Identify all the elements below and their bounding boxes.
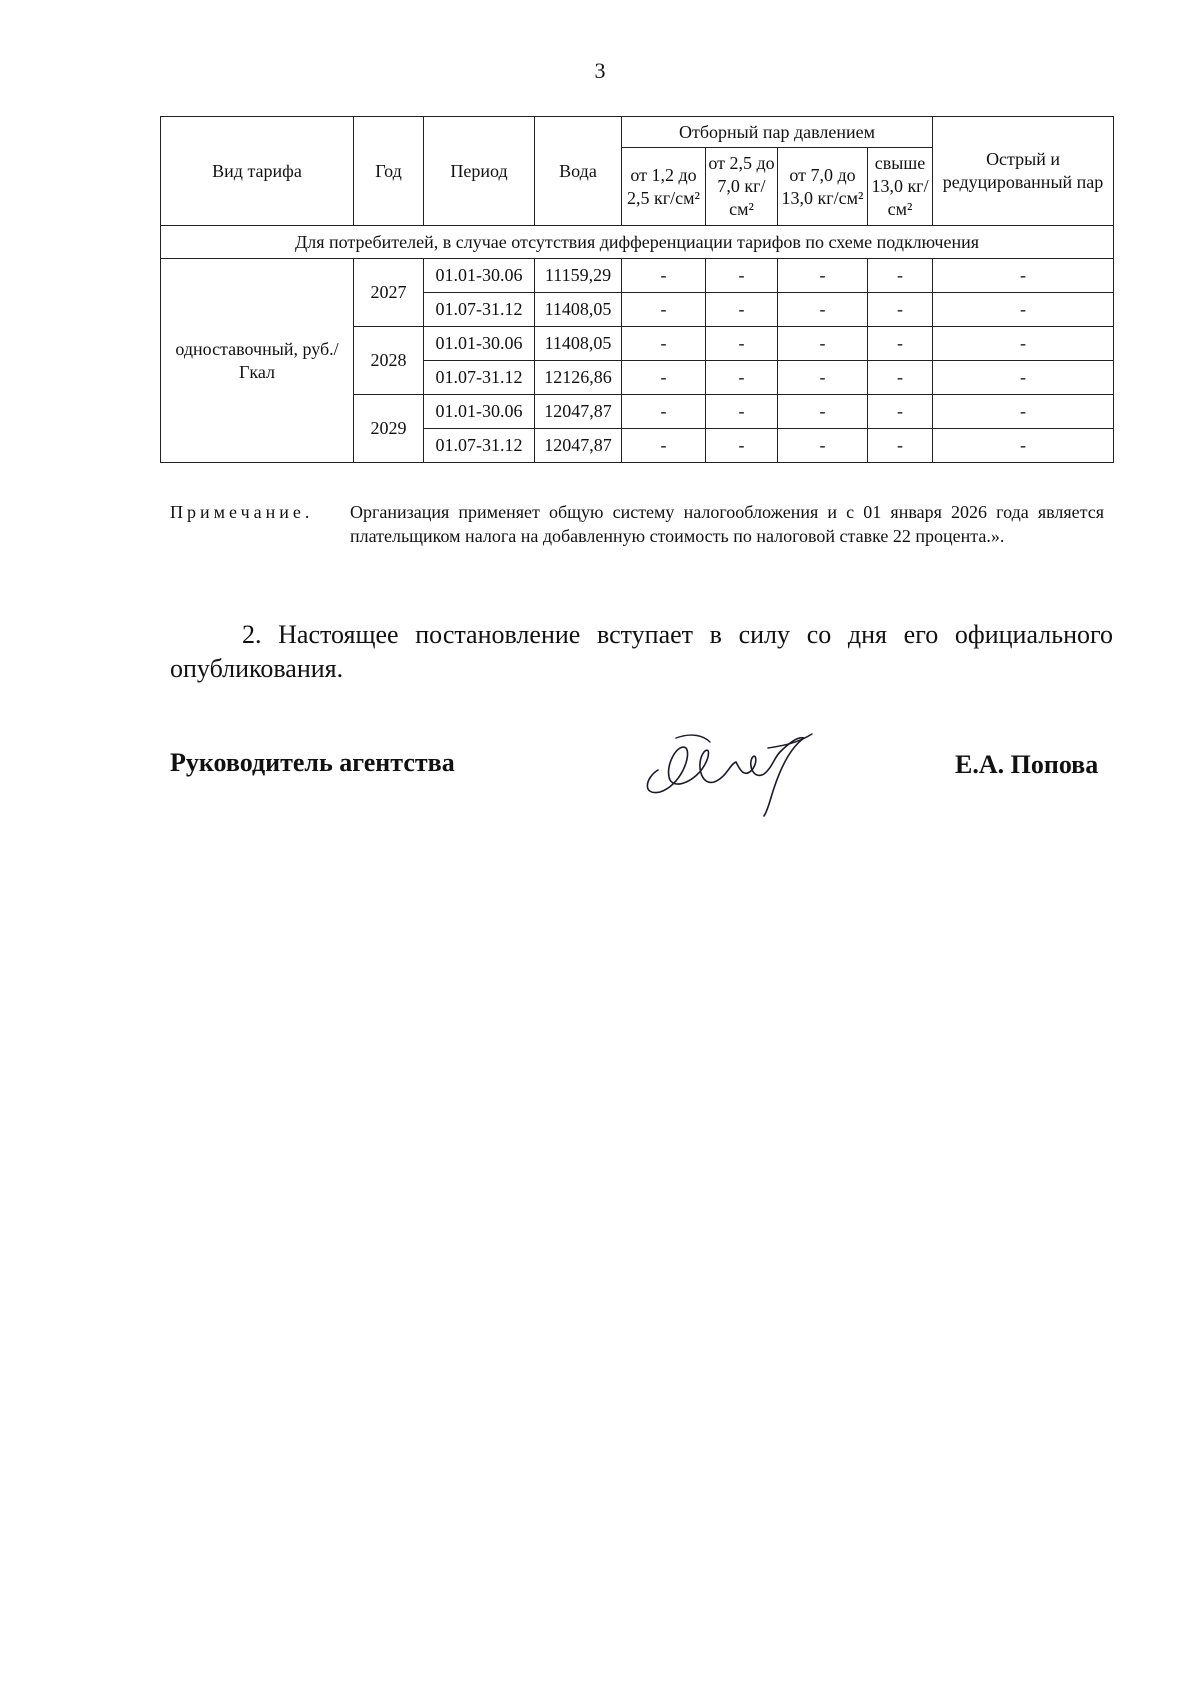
period-cell: 01.07-31.12 — [424, 429, 535, 463]
water-cell: 12047,87 — [535, 395, 622, 429]
steam-cell: - — [868, 429, 933, 463]
tariff-table — [160, 116, 1114, 463]
sharp-cell: - — [933, 293, 1114, 327]
steam-cell: - — [868, 259, 933, 293]
year-cell: 2028 — [354, 327, 424, 395]
steam-cell: - — [868, 327, 933, 361]
table-row — [161, 259, 1114, 293]
year-cell: 2027 — [354, 259, 424, 327]
note-label: Примечание. — [170, 502, 314, 522]
paragraph-2: 2. Настоящее постановление вступает в силу со дня его официального опубликования. — [170, 620, 1113, 683]
sharp-cell: - — [933, 259, 1114, 293]
header-water: Вода — [535, 117, 622, 226]
header-steam-col: от 2,5 до 7,0 кг/см² — [706, 148, 778, 226]
header-steam-col: от 1,2 до 2,5 кг/см² — [622, 148, 706, 226]
water-cell: 11408,05 — [535, 293, 622, 327]
page-number: 3 — [594, 58, 606, 83]
steam-cell: - — [706, 259, 778, 293]
water-cell: 12047,87 — [535, 429, 622, 463]
header-period: Период — [424, 117, 535, 226]
signature-image — [640, 708, 830, 818]
steam-cell: - — [778, 395, 868, 429]
steam-cell: - — [706, 361, 778, 395]
header-steam-group: Отборный пар давлением — [622, 117, 933, 148]
steam-cell: - — [778, 429, 868, 463]
water-cell: 11408,05 — [535, 327, 622, 361]
water-cell: 12126,86 — [535, 361, 622, 395]
header-year: Год — [354, 117, 424, 226]
steam-cell: - — [622, 361, 706, 395]
period-cell: 01.01-30.06 — [424, 259, 535, 293]
steam-cell: - — [868, 293, 933, 327]
section-title: Для потребителей, в случае отсутствия дифференциации тарифов по схеме подключения — [161, 226, 1114, 259]
note-text: Организация применяет общую систему налогообложения и с 01 января 2026 года является плательщиком налога на добавленную стоимость по налоговой ставке 22 процента.». — [350, 502, 1104, 546]
steam-cell: - — [778, 327, 868, 361]
steam-cell: - — [706, 293, 778, 327]
sharp-cell: - — [933, 327, 1114, 361]
sharp-cell: - — [933, 395, 1114, 429]
period-cell: 01.01-30.06 — [424, 395, 535, 429]
steam-cell: - — [706, 395, 778, 429]
steam-cell: - — [868, 395, 933, 429]
steam-cell: - — [622, 327, 706, 361]
header-sharp-steam: Острый и редуцированный пар — [933, 117, 1114, 226]
steam-cell: - — [706, 429, 778, 463]
steam-cell: - — [622, 293, 706, 327]
steam-cell: - — [868, 361, 933, 395]
header-steam-col: от 7,0 до 13,0 кг/см² — [778, 148, 868, 226]
steam-cell: - — [778, 361, 868, 395]
steam-cell: - — [778, 259, 868, 293]
signatory-name: Е.А. Попова — [955, 750, 1099, 779]
header-tariff-type: Вид тарифа — [161, 117, 354, 226]
period-cell: 01.07-31.12 — [424, 293, 535, 327]
steam-cell: - — [622, 429, 706, 463]
period-cell: 01.01-30.06 — [424, 327, 535, 361]
steam-cell: - — [706, 327, 778, 361]
tariff-type-cell: одноставочный, руб./Гкал — [161, 259, 354, 463]
header-steam-col: свыше 13,0 кг/см² — [868, 148, 933, 226]
steam-cell: - — [622, 259, 706, 293]
year-cell: 2029 — [354, 395, 424, 463]
period-cell: 01.07-31.12 — [424, 361, 535, 395]
sharp-cell: - — [933, 429, 1114, 463]
signatory-role: Руководитель агентства — [170, 748, 455, 777]
steam-cell: - — [778, 293, 868, 327]
steam-cell: - — [622, 395, 706, 429]
sharp-cell: - — [933, 361, 1114, 395]
water-cell: 11159,29 — [535, 259, 622, 293]
